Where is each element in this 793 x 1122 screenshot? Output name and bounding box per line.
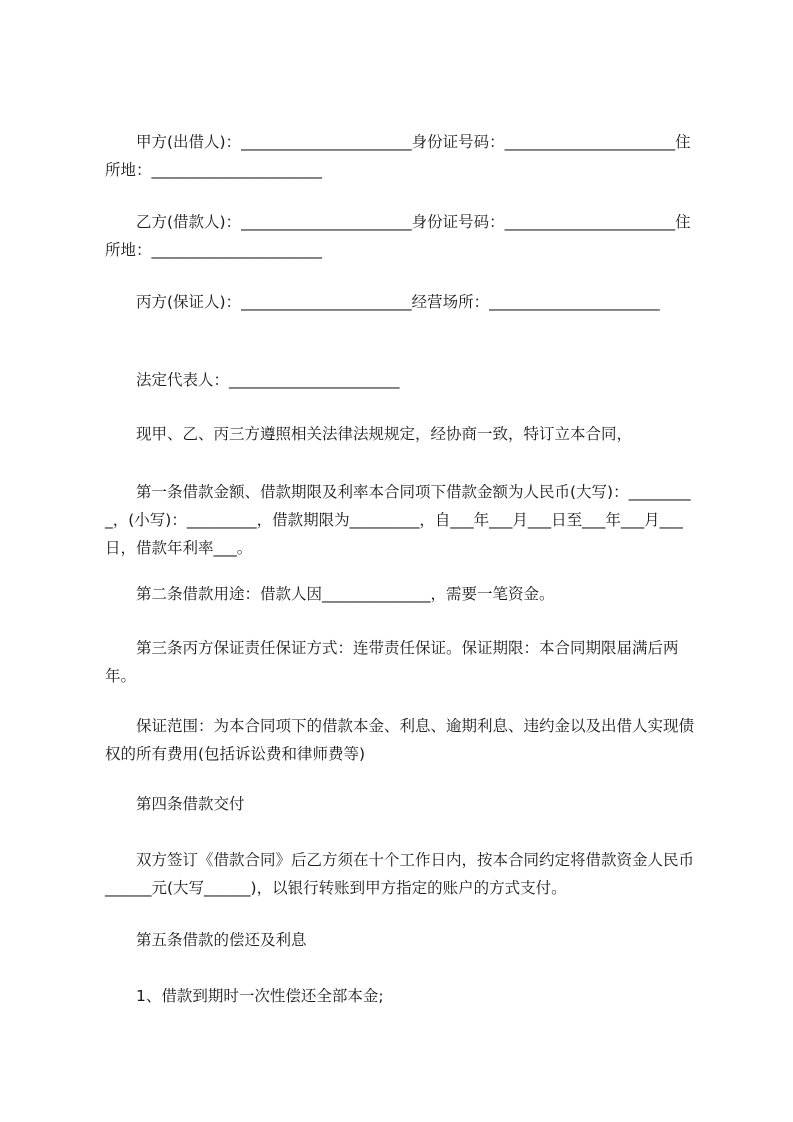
party-a-line: 甲方(出借人)：______________________身份证号码：______________________住所地：______________________ [105,133,691,179]
party-c-line: 丙方(保证人)：______________________经营场所：______________________ [105,293,660,311]
article-5-heading: 第五条借款的偿还及利息 [105,931,307,949]
party-b-line: 乙方(借款人)：______________________身份证号码：______________________住所地：______________________ [105,213,691,259]
article-4-heading: 第四条借款交付 [105,795,245,813]
article-3-paragraph: 第三条丙方保证责任保证方式：连带责任保证。保证期限：本合同期限届满后两年。 [105,639,679,685]
article-2-paragraph: 第二条借款用途：借款人因______________，需要一笔资金。 [105,585,555,603]
legal-representative-line: 法定代表人：______________________ [105,371,400,389]
article-5-item-1: 1、借款到期时一次性偿还全部本金; [105,987,384,1005]
article-1-paragraph: 第一条借款金额、借款期限及利率本合同项下借款金额为人民币(大写)：_________，(小写)：_________，借款期限为_________，自___年___月___日至___年___月___日，借款年利率___。 [105,483,691,557]
article-4-paragraph: 双方签订《借款合同》后乙方须在十个工作日内，按本合同约定将借款资金人民币______元(大写______)，以银行转账到甲方指定的账户的方式支付。 [105,851,695,897]
guarantee-scope-paragraph: 保证范围：为本合同项下的借款本金、利息、逾期利息、违约金以及出借人实现债权的所有费用(包括诉讼费和律师费等) [105,717,695,763]
preamble-paragraph: 现甲、乙、丙三方遵照相关法律法规规定，经协商一致，特订立本合同， [105,425,633,443]
